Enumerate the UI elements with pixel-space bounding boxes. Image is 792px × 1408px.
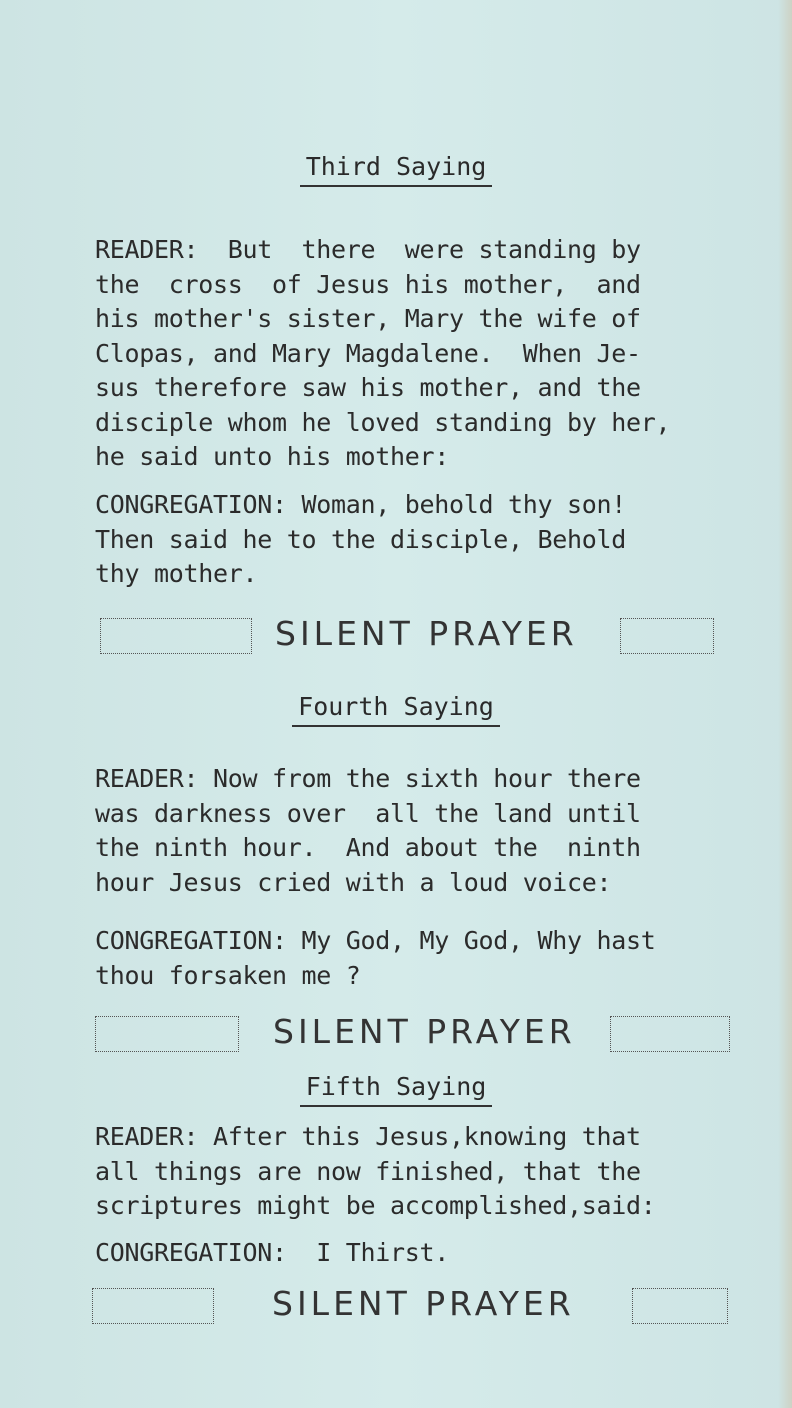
third-silent-prayer <box>100 614 715 654</box>
fourth-saying-heading: Fourth Saying <box>0 692 792 727</box>
prayer-box-left <box>100 618 252 654</box>
prayer-box-right <box>632 1288 728 1324</box>
fourth-silent-prayer <box>95 1012 730 1052</box>
prayer-box-left <box>95 1016 239 1052</box>
prayer-box-right <box>620 618 714 654</box>
silent-prayer-label: SILENT PRAYER <box>275 614 578 653</box>
third-saying-heading: Third Saying <box>0 152 792 187</box>
third-saying-reader-text: READER: But there were standing by the cross of Jesus his mother, and his mother's sister, Mary the wife of Clopas, and Mary Magdalene. When Je- sus therefore saw his mother, and the disciple whom he loved standing by her, he said unto his mother: <box>95 235 671 471</box>
prayer-box-right <box>610 1016 730 1052</box>
silent-prayer-label: SILENT PRAYER <box>273 1012 576 1051</box>
fifth-saying-heading: Fifth Saying <box>0 1072 792 1107</box>
prayer-box-left <box>92 1288 214 1324</box>
fifth-saying-congregation-text: CONGREGATION: I Thirst. <box>95 1238 450 1267</box>
third-saying-congregation-text: CONGREGATION: Woman, behold thy son! Then said he to the disciple, Behold thy mother. <box>95 490 627 588</box>
silent-prayer-label: SILENT PRAYER <box>272 1284 575 1323</box>
fifth-silent-prayer <box>92 1284 728 1324</box>
fourth-saying-congregation-text: CONGREGATION: My God, My God, Why hast thou forsaken me ? <box>95 926 656 990</box>
fourth-saying-reader-text: READER: Now from the sixth hour there was darkness over all the land until the ninth hour. And about the ninth hour Jesus cried with a loud voice: <box>95 764 641 897</box>
fifth-saying-reader-text: READER: After this Jesus,knowing that all things are now finished, that the scriptures might be accomplished,said: <box>95 1122 656 1220</box>
